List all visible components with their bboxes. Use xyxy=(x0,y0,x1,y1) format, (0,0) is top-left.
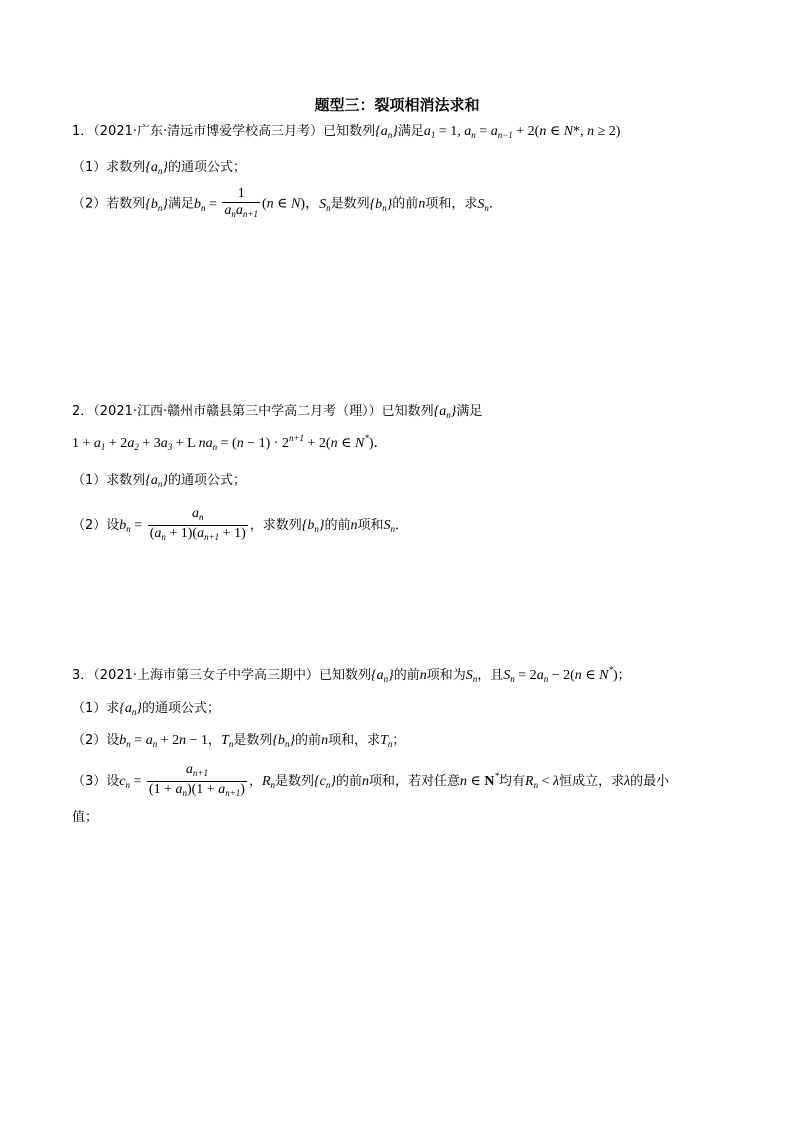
problem-3-part-1: （1）求$\{a_n\}$的通项公式； xyxy=(72,701,221,717)
problem-3-statement: 3．（2021·上海市第三女子中学高三期中）已知数列$\{a_n\}$的前n项和为$S_n$，且$S_n = 2a_n - 2(n$ ∈ N*)； xyxy=(72,665,631,684)
problem-3-part-3-continued: 值； xyxy=(72,810,99,825)
problem-2-part-2: （2）设$b_n$ = $\frac{a_n}{(a_n + 1)(a_{n+1} + 1)}$ ，求数列$\{b_n\}$的前n项和$S_n$． xyxy=(72,506,408,545)
problem-3-part-2: （2）设$b_n = a_n + 2n - 1$，$T_n$是数列$\{b_n\}$的前n项和，求$T_n$； xyxy=(72,733,406,749)
recurrence-formula: $a_1 = 1$, $a_n = a_{n-1} + 2(n$ ∈ N*, n ≥ 2) xyxy=(423,124,621,140)
sequence-an: $\{a_n\}$ xyxy=(375,124,398,140)
problem-1-statement: 1．（2021·广东·清远市博爱学校高三月考）已知数列$\{a_n\}$满足$a_1 = 1$, $a_n = a_{n-1} + 2(n$ ∈ N*, n ≥ 2) xyxy=(72,124,621,140)
problem-1-source: （2021·广东·清远市博爱学校高三月考） xyxy=(93,124,324,139)
sum-formula: $1 + a_1 + 2a_2 + 3a_3 + L$ $na_n = (n - 1) \cdot 2^{n+1} + 2(n$ ∈ N*) xyxy=(72,433,374,452)
problem-2-part-1: （1）求数列$\{a_n\}$的通项公式； xyxy=(72,473,247,489)
problem-2-condition: $1 + a_1 + 2a_2 + 3a_3 + L$ $na_n = (n - 1) \cdot 2^{n+1} + 2(n$ ∈ N*)． xyxy=(72,433,388,452)
fraction-cn: $\frac{a_{n+1}}{(1 + a_n)(1 + a_{n+1})}$ xyxy=(148,762,245,798)
problem-3-part-3: （3）设$c_n$ = $\frac{a_{n+1}}{(1 + a_n)(1 + a_{n+1})}$ ，$R_n$是数列$\{c_n\}$的前n项和，若对任意n ∈ N*均有$R_n < \lambda$恒成立，求λ的最小 xyxy=(72,762,669,801)
page-title: 题型三：裂项相消法求和 xyxy=(314,96,480,114)
problem-3-number: 3． xyxy=(72,668,94,683)
sum-relation: $S_n = 2a_n - 2(n$ ∈ N*) xyxy=(503,665,618,684)
problem-2-source: （2021·江西·赣州市赣县第三中学高二月考（理）） xyxy=(93,404,382,419)
fraction-bn: $\frac{a_n}{(a_n + 1)(a_{n+1} + 1)}$ xyxy=(149,506,246,542)
problem-3-source: （2021·上海市第三女子中学高三期中） xyxy=(93,668,319,683)
problem-1-part-1: （1）求数列$\{a_n\}$的通项公式； xyxy=(72,160,247,176)
problem-2-number: 2． xyxy=(72,404,94,419)
fraction-bn: $\frac{1}{a_na_{n+1}}$ xyxy=(224,186,258,219)
problem-1-part-2: （2）若数列$\{b_n\}$满足$b_n$ = $\frac{1}{a_na_{n+1}}$ (n ∈ N)，$S_n$是数列$\{b_n\}$的前n项和，求$S_n$． xyxy=(72,186,502,222)
problem-2-statement: 2．（2021·江西·赣州市赣县第三中学高二月考（理））已知数列$\{a_n\}$满足 xyxy=(72,404,483,420)
problem-1-number: 1． xyxy=(72,124,94,139)
